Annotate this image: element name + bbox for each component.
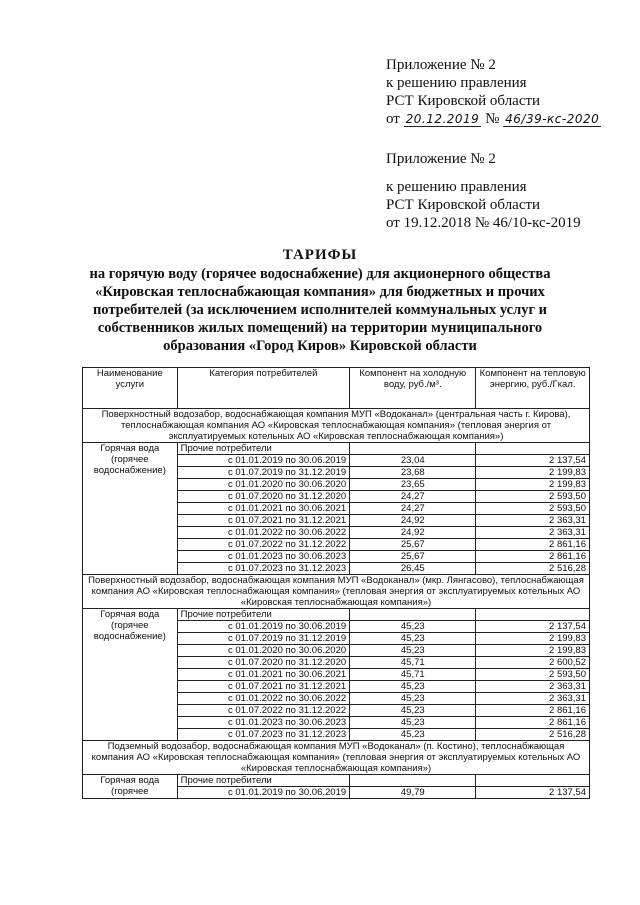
heat-energy-cell: 2 363,31 — [476, 693, 590, 705]
appendix-line: от 19.12.2018 № 46/10-кс-2019 — [386, 215, 581, 231]
cold-water-cell: 23,68 — [350, 467, 476, 479]
period-cell: с 01.07.2021 по 31.12.2021 — [177, 515, 350, 527]
cold-water-cell: 26,45 — [350, 563, 476, 575]
empty-cell — [476, 609, 590, 621]
period-cell: с 01.01.2020 по 30.06.2020 — [177, 479, 350, 491]
handwritten-number: 46/39-кс-2020 — [505, 112, 600, 126]
cold-water-cell: 24,92 — [350, 515, 476, 527]
heat-energy-cell: 2 861,16 — [476, 705, 590, 717]
heat-energy-cell: 2 861,16 — [476, 539, 590, 551]
period-cell: с 01.07.2020 по 31.12.2020 — [177, 657, 350, 669]
heat-energy-cell: 2 861,16 — [476, 717, 590, 729]
period-cell: с 01.07.2021 по 31.12.2021 — [177, 681, 350, 693]
heat-energy-cell: 2 516,28 — [476, 563, 590, 575]
section-row — [83, 575, 590, 609]
heat-energy-cell: 2 199,83 — [476, 645, 590, 657]
heat-energy-cell: 2 600,52 — [476, 657, 590, 669]
appendix-line: к решению правления — [386, 75, 527, 91]
number-sign: № — [485, 111, 500, 127]
empty-cell — [350, 609, 476, 621]
period-cell: с 01.01.2021 по 30.06.2021 — [177, 669, 350, 681]
heat-energy-cell: 2 363,31 — [476, 681, 590, 693]
appendix-line: к решению правления — [386, 179, 527, 195]
heat-energy-cell: 2 593,50 — [476, 491, 590, 503]
table-row — [83, 609, 590, 621]
date-prefix: от — [386, 111, 400, 127]
title-line: «Кировская теплоснабжающая компания» для бюджетных и прочих — [95, 284, 545, 300]
appendix-line: Приложение № 2 — [386, 57, 496, 73]
heat-energy-cell: 2 363,31 — [476, 515, 590, 527]
title-line: собственников жилых помещений) на территории муниципального — [97, 320, 543, 336]
consumer-category: Прочие потребители — [177, 775, 350, 787]
period-cell: с 01.01.2022 по 30.06.2022 — [177, 527, 350, 539]
period-cell: с 01.07.2023 по 31.12.2023 — [177, 729, 350, 741]
appendix-date-line — [386, 110, 601, 128]
heat-energy-cell: 2 593,50 — [476, 669, 590, 681]
service-name: Горячая вода (горячее водоснабжение) — [83, 443, 178, 575]
appendix-header-previous — [386, 150, 581, 232]
section-row — [83, 741, 590, 775]
period-cell: с 01.01.2022 по 30.06.2022 — [177, 693, 350, 705]
appendix-line: РСТ Кировской области — [386, 197, 541, 213]
service-name: Горячая вода (горячее — [83, 775, 178, 799]
cold-water-cell: 45,71 — [350, 669, 476, 681]
heat-energy-cell: 2 363,31 — [476, 527, 590, 539]
period-cell: с 01.07.2019 по 31.12.2019 — [177, 633, 350, 645]
cold-water-cell: 24,27 — [350, 503, 476, 515]
cold-water-cell: 45,23 — [350, 633, 476, 645]
section-title: Подземный водозабор, водоснабжающая компания МУП «Водоканал» (п. Костино), теплоснабжающая компания АО «Кировская теплоснабжающая компания» (тепловая энергия от эксплуатируемых котельных АО «Кировская теплоснабжающая компания») — [83, 741, 590, 775]
section-title: Поверхностный водозабор, водоснабжающая компания МУП «Водоканал» (мкр. Лянгасово), теплоснабжающая компания АО «Кировская теплоснабжающая компания» (тепловая энергия от эксплуатируемых котельных АО «Кировская теплоснабжающая компания») — [83, 575, 590, 609]
empty-cell — [476, 775, 590, 787]
handwritten-date: 20.12.2019 — [405, 112, 480, 126]
period-cell: с 01.07.2020 по 31.12.2020 — [177, 491, 350, 503]
heat-energy-cell: 2 199,83 — [476, 467, 590, 479]
period-cell: с 01.01.2019 по 30.06.2019 — [177, 621, 350, 633]
cold-water-cell: 45,23 — [350, 705, 476, 717]
cold-water-cell: 45,71 — [350, 657, 476, 669]
section-title: Поверхностный водозабор, водоснабжающая компания МУП «Водоканал» (центральная часть г. Кирова), теплоснабжающая компания АО «Кировская теплоснабжающая компания» (тепловая энергия от эксплуатируемых котельных АО «Кировская теплоснабжающая компания») — [83, 409, 590, 443]
cold-water-cell: 45,23 — [350, 693, 476, 705]
consumer-category: Прочие потребители — [177, 609, 350, 621]
cold-water-cell: 25,67 — [350, 539, 476, 551]
period-cell: с 01.01.2023 по 30.06.2023 — [177, 717, 350, 729]
heat-energy-cell: 2 593,50 — [476, 503, 590, 515]
empty-cell — [350, 443, 476, 455]
period-cell: с 01.01.2019 по 30.06.2019 — [177, 455, 350, 467]
empty-cell — [350, 775, 476, 787]
period-cell: с 01.01.2023 по 30.06.2023 — [177, 551, 350, 563]
period-cell: с 01.07.2019 по 31.12.2019 — [177, 467, 350, 479]
table-row — [83, 443, 590, 455]
consumer-category: Прочие потребители — [177, 443, 350, 455]
title-line: образования «Город Киров» Кировской области — [163, 338, 477, 354]
period-cell: с 01.07.2022 по 31.12.2022 — [177, 705, 350, 717]
title-line: на горячую воду (горячее водоснабжение) для акционерного общества — [89, 266, 551, 282]
table-header-row — [83, 368, 590, 409]
cold-water-cell: 25,67 — [350, 551, 476, 563]
cold-water-cell: 45,23 — [350, 645, 476, 657]
heat-energy-cell: 2 137,54 — [476, 621, 590, 633]
cold-water-cell: 23,65 — [350, 479, 476, 491]
appendix-line: Приложение № 2 — [386, 151, 496, 167]
title-main: ТАРИФЫ — [282, 247, 358, 263]
cold-water-cell: 45,23 — [350, 681, 476, 693]
period-cell: с 01.07.2023 по 31.12.2023 — [177, 563, 350, 575]
title-line: потребителей (за исключением исполнителей коммунальных услуг и — [92, 302, 548, 318]
period-cell: с 01.01.2020 по 30.06.2020 — [177, 645, 350, 657]
cold-water-cell: 49,79 — [350, 787, 476, 799]
table-row — [83, 775, 590, 787]
section-row — [83, 409, 590, 443]
appendix-line: РСТ Кировской области — [386, 93, 541, 109]
appendix-header-current — [386, 56, 601, 128]
heat-energy-cell: 2 137,54 — [476, 455, 590, 467]
header-cold-water: Компонент на холодную воду, руб./м³. — [350, 368, 476, 409]
period-cell: с 01.01.2021 по 30.06.2021 — [177, 503, 350, 515]
tariffs-table — [82, 367, 590, 799]
cold-water-cell: 45,23 — [350, 717, 476, 729]
period-cell: с 01.07.2022 по 31.12.2022 — [177, 539, 350, 551]
empty-cell — [476, 443, 590, 455]
heat-energy-cell: 2 199,83 — [476, 633, 590, 645]
cold-water-cell: 45,23 — [350, 621, 476, 633]
cold-water-cell: 45,23 — [350, 729, 476, 741]
heat-energy-cell: 2 861,16 — [476, 551, 590, 563]
heat-energy-cell: 2 516,28 — [476, 729, 590, 741]
cold-water-cell: 24,27 — [350, 491, 476, 503]
heat-energy-cell: 2 199,83 — [476, 479, 590, 491]
service-name: Горячая вода (горячее водоснабжение) — [83, 609, 178, 741]
header-service: Наименование услуги — [83, 368, 178, 409]
cold-water-cell: 24,92 — [350, 527, 476, 539]
period-cell: с 01.01.2019 по 30.06.2019 — [177, 787, 350, 799]
header-category: Категория потребителей — [177, 368, 350, 409]
heat-energy-cell: 2 137,54 — [476, 787, 590, 799]
header-heat-energy: Компонент на тепловую энергию, руб./Гкал. — [476, 368, 590, 409]
document-title — [70, 246, 570, 355]
cold-water-cell: 23,04 — [350, 455, 476, 467]
